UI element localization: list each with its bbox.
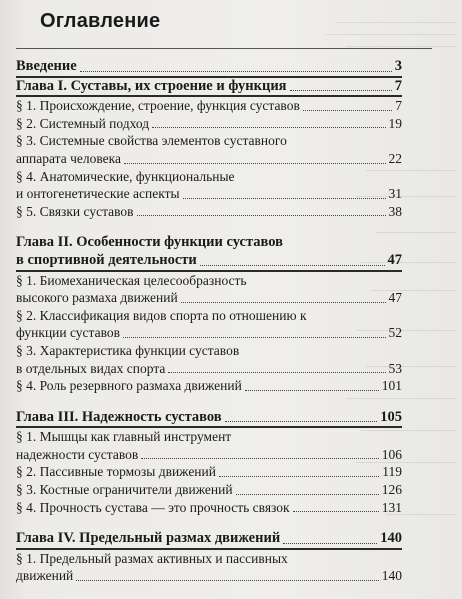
toc-entry-intro[interactable] (16, 58, 402, 76)
title-divider (16, 48, 432, 49)
page-number: 19 (388, 115, 402, 131)
page-number: 52 (388, 325, 402, 341)
leader-dots (245, 389, 379, 391)
chapter-title: Глава I. Суставы, их строение и функция (16, 77, 287, 94)
section-title: § 1. Предельный размах активных и пассивных (16, 550, 288, 566)
leader-dots (290, 89, 392, 91)
section-title: § 4. Анатомические, функциональные (16, 168, 235, 184)
chapter-title: Глава II. Особенности функции суставов (16, 234, 283, 251)
section-title-cont: аппарата человека (16, 150, 121, 166)
page-number: 7 (395, 98, 402, 114)
section-title-cont: надежности суставов (16, 446, 139, 462)
page-number: 101 (381, 378, 402, 394)
section-title: § 3. Характеристика функции суставов (16, 342, 240, 358)
toc-chapter-3[interactable] (16, 409, 402, 427)
section-title-cont: движений (16, 568, 74, 584)
section-title-cont: и онтогенетические аспекты (16, 186, 180, 202)
toc-section[interactable] (16, 499, 402, 517)
section-title-cont: функции суставов (16, 325, 121, 341)
toc-section[interactable] (16, 342, 402, 377)
toc-chapter-1[interactable] (16, 78, 402, 96)
section-title: § 4. Роль резервного размаха движений (16, 378, 242, 394)
toc-section[interactable] (16, 428, 402, 463)
page-number: 22 (388, 150, 402, 166)
section-title: § 1. Биомеханическая целесообразность (16, 272, 247, 288)
section-title: § 3. Костные ограничители движений (16, 482, 233, 498)
page-number: 105 (380, 408, 402, 425)
leader-dots (168, 371, 385, 373)
page-number: 7 (394, 77, 402, 94)
page-number: 126 (381, 482, 402, 498)
chapter-title: Глава IV. Предельный размах движений (16, 530, 281, 547)
page-number: 3 (394, 58, 402, 74)
section-title: § 1. Мышцы как главный инструмент (16, 429, 232, 445)
page-number: 53 (388, 360, 402, 376)
leader-dots (293, 510, 379, 512)
leader-dots (183, 197, 386, 199)
page-title: Оглавление (40, 10, 161, 32)
page-number: 106 (381, 446, 402, 462)
leader-dots (303, 109, 392, 111)
table-of-contents (16, 58, 402, 585)
page-number: 31 (388, 186, 402, 202)
toc-chapter-4[interactable] (16, 530, 402, 548)
section-title-cont: высокого размаха движений (16, 290, 178, 306)
toc-section[interactable] (16, 132, 402, 167)
leader-dots (137, 214, 386, 216)
page-number: 131 (381, 499, 402, 515)
toc-section[interactable] (16, 463, 402, 481)
toc-entry-label: Введение (16, 58, 77, 74)
section-title-cont: в отдельных видах спорта (16, 360, 166, 376)
toc-section[interactable] (16, 203, 402, 221)
leader-dots (181, 301, 386, 303)
section-title: § 4. Прочность сустава — это прочность связок (16, 499, 290, 515)
toc-section[interactable] (16, 115, 402, 133)
page-number: 119 (382, 464, 402, 480)
page-number: 47 (388, 290, 402, 306)
toc-section[interactable] (16, 481, 402, 499)
section-title: § 1. Происхождение, строение, функция суставов (16, 98, 300, 114)
toc-section[interactable] (16, 377, 402, 395)
toc-section[interactable] (16, 307, 402, 342)
page-number: 140 (381, 568, 402, 584)
chapter-title-cont: в спортивной деятельности (16, 251, 197, 268)
toc-section[interactable] (16, 272, 402, 307)
page-number: 140 (380, 530, 402, 547)
toc-section[interactable] (16, 550, 402, 585)
toc-section[interactable] (16, 168, 402, 203)
leader-dots (141, 457, 379, 459)
leader-dots (219, 475, 379, 477)
page-number: 47 (387, 251, 402, 268)
leader-dots (123, 336, 385, 338)
leader-dots (236, 493, 379, 495)
chapter-title: Глава III. Надежность суставов (16, 408, 222, 425)
leader-dots (283, 542, 377, 544)
leader-dots (152, 126, 385, 128)
toc-chapter-2[interactable] (16, 234, 402, 269)
leader-dots (200, 264, 385, 266)
section-title: § 2. Классификация видов спорта по отношению к (16, 307, 307, 323)
leader-dots (80, 70, 392, 72)
leader-dots (76, 579, 378, 581)
toc-section[interactable] (16, 97, 402, 115)
section-title: § 5. Связки суставов (16, 203, 134, 219)
section-title: § 3. Системные свойства элементов суставного (16, 133, 287, 149)
section-title: § 2. Системный подход (16, 115, 150, 131)
section-title: § 2. Пассивные тормозы движений (16, 464, 216, 480)
leader-dots (124, 162, 386, 164)
page-number: 38 (388, 203, 402, 219)
leader-dots (225, 420, 378, 422)
